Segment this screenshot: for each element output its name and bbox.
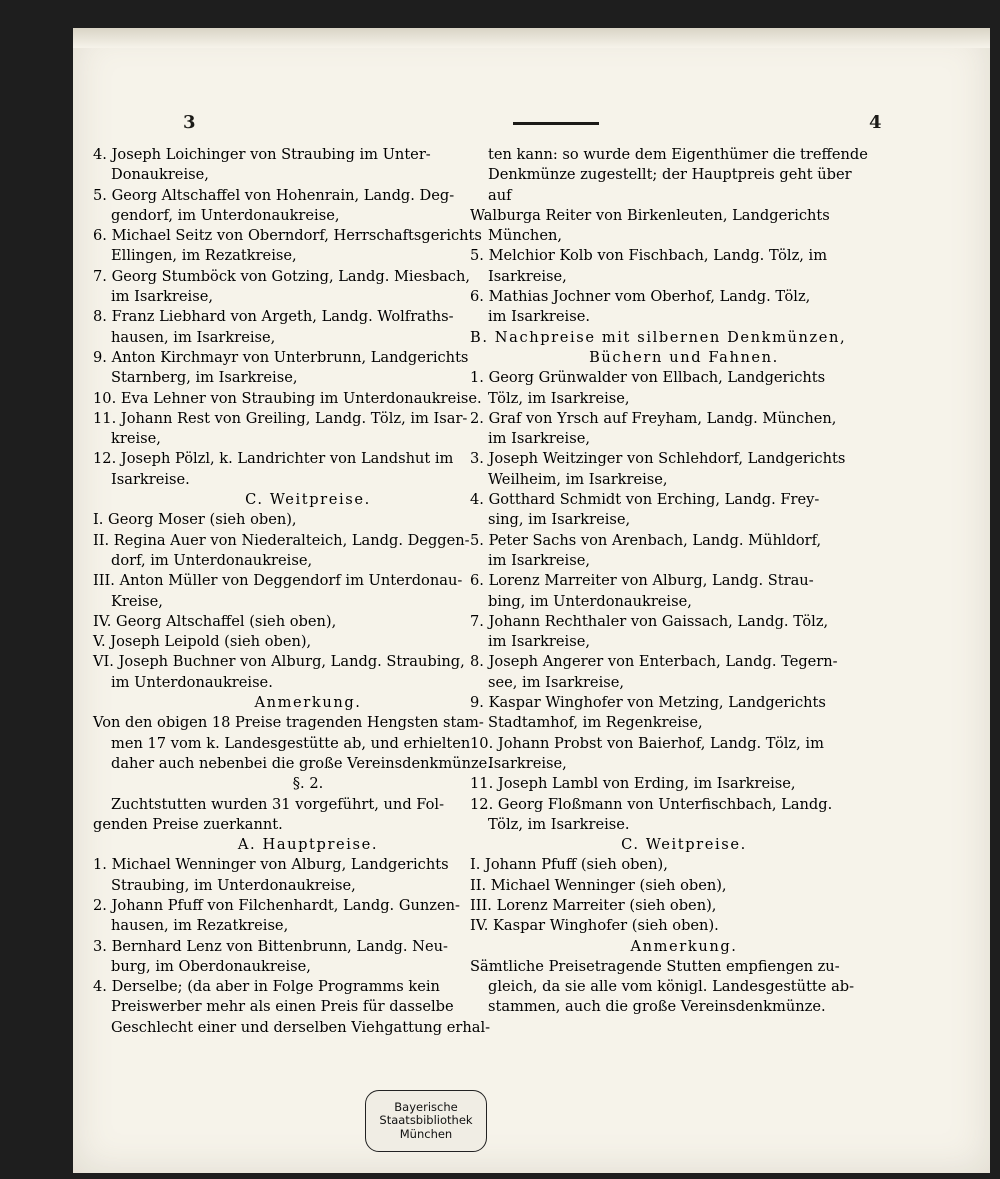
stamp-line-3: München bbox=[399, 1126, 453, 1141]
text-line: 4. Derselbe; (da aber in Folge Programms kein bbox=[93, 978, 440, 996]
text-line: Kreise, bbox=[111, 592, 163, 610]
text-line: IV. Kaspar Winghofer (sieh oben). bbox=[470, 917, 719, 935]
text-line: Tölz, im Isarkreise, bbox=[488, 389, 630, 407]
text-line: Ellingen, im Rezatkreise, bbox=[111, 247, 297, 265]
text-line: 6. Lorenz Marreiter von Alburg, Landg. Strau- bbox=[470, 572, 814, 590]
text-line: Stadtamhof, im Regenkreise, bbox=[488, 714, 703, 732]
text-line: I. Georg Moser (sieh oben), bbox=[93, 511, 297, 529]
text-line: 11. Joseph Lambl von Erding, im Isarkreise, bbox=[470, 775, 796, 793]
text-line: gleich, da sie alle vom königl. Landesgestütte ab- bbox=[488, 978, 855, 996]
text-line: see, im Isarkreise, bbox=[488, 673, 625, 691]
text-line: im Isarkreise, bbox=[488, 430, 590, 448]
text-line: III. Lorenz Marreiter (sieh oben), bbox=[470, 896, 717, 914]
text-line: Geschlecht einer und derselben Viehgattung erhal- bbox=[111, 1018, 491, 1036]
library-stamp bbox=[365, 1090, 487, 1152]
text-line: C. Weitpreise. bbox=[245, 491, 371, 509]
text-line: III. Anton Müller von Deggendorf im Unterdonau- bbox=[93, 572, 463, 590]
text-line: hausen, im Rezatkreise, bbox=[111, 917, 289, 935]
text-line: 10. Eva Lehner von Straubing im Unterdonaukreise. bbox=[93, 389, 482, 407]
text-line: gendorf, im Unterdonaukreise, bbox=[111, 206, 340, 224]
text-line: 8. Joseph Angerer von Enterbach, Landg. Tegern- bbox=[470, 653, 838, 671]
text-line: Anmerkung. bbox=[254, 694, 362, 712]
text-line: 4. Joseph Loichinger von Straubing im Unter- bbox=[93, 146, 431, 163]
text-line: II. Michael Wenninger (sieh oben), bbox=[470, 876, 727, 894]
text-line: stammen, auch die große Vereinsdenkmünze. bbox=[488, 998, 826, 1016]
text-line: Donaukreise, bbox=[111, 166, 209, 184]
text-line: im Isarkreise, bbox=[488, 633, 590, 651]
text-line: Tölz, im Isarkreise. bbox=[488, 815, 630, 833]
text-line: IV. Georg Altschaffel (sieh oben), bbox=[93, 612, 337, 630]
text-line: II. Regina Auer von Niederalteich, Landg. Deggen- bbox=[93, 531, 470, 549]
text-line: im Unterdonaukreise. bbox=[111, 673, 273, 691]
text-line: 8. Franz Liebhard von Argeth, Landg. Wolfraths- bbox=[93, 308, 454, 326]
text-line: C. Weitpreise. bbox=[621, 836, 747, 854]
text-line: 3. Bernhard Lenz von Bittenbrunn, Landg. Neu- bbox=[93, 937, 448, 955]
text-line: B. Nachpreise mit silbernen Denkmünzen, bbox=[470, 328, 847, 346]
text-line: 1. Georg Grünwalder von Ellbach, Landgerichts bbox=[470, 369, 826, 387]
text-line: 4. Gotthard Schmidt von Erching, Landg. Frey- bbox=[470, 491, 820, 509]
text-line: hausen, im Isarkreise, bbox=[111, 328, 276, 346]
text-line: men 17 vom k. Landesgestütte ab, und erhielten bbox=[111, 734, 471, 752]
text-line: VI. Joseph Buchner von Alburg, Landg. Straubing, bbox=[93, 653, 465, 671]
text-line: 6. Mathias Jochner vom Oberhof, Landg. Tölz, bbox=[470, 288, 811, 306]
text-line: I. Johann Pfuff (sieh oben), bbox=[470, 856, 668, 874]
text-line: Preiswerber mehr als einen Preis für dasselbe bbox=[111, 998, 454, 1016]
text-line: dorf, im Unterdonaukreise, bbox=[111, 551, 313, 569]
text-line: kreise, bbox=[111, 430, 161, 448]
right-text-column bbox=[470, 145, 898, 1018]
text-line: burg, im Oberdonaukreise, bbox=[111, 957, 311, 975]
text-line: 2. Graf von Yrsch auf Freyham, Landg. München, bbox=[470, 409, 837, 427]
text-line: 12. Georg Floßmann von Unterfischbach, Landg. bbox=[470, 795, 833, 813]
text-line: genden Preise zuerkannt. bbox=[93, 815, 283, 833]
text-line: bing, im Unterdonaukreise, bbox=[488, 592, 692, 610]
header-rule bbox=[513, 122, 599, 125]
text-line: 10. Johann Probst von Baierhof, Landg. Tölz, im bbox=[470, 734, 824, 752]
text-line: 7. Georg Stumböck von Gotzing, Landg. Miesbach, bbox=[93, 267, 470, 285]
text-line: 2. Johann Pfuff von Filchenhardt, Landg. Gunzen- bbox=[93, 896, 460, 914]
text-line: Straubing, im Unterdonaukreise, bbox=[111, 876, 356, 894]
text-line: Isarkreise, bbox=[488, 267, 567, 285]
text-line: auf bbox=[488, 186, 512, 204]
page-top-edge bbox=[73, 28, 990, 48]
text-line: Anmerkung. bbox=[630, 937, 738, 955]
stamp-line-2: Staatsbibliothek bbox=[379, 1113, 473, 1128]
text-line: daher auch nebenbei die große Vereinsdenkmünze. bbox=[111, 754, 492, 772]
text-line: 6. Michael Seitz von Oberndorf, Herrschaftsgerichts bbox=[93, 227, 482, 245]
text-line: Weilheim, im Isarkreise, bbox=[488, 470, 668, 488]
text-line: Sämtliche Preisetragende Stutten empfiengen zu- bbox=[470, 957, 840, 975]
text-line: 5. Peter Sachs von Arenbach, Landg. Mühldorf, bbox=[470, 531, 822, 549]
text-line: München, bbox=[488, 227, 562, 245]
left-text-column bbox=[93, 145, 523, 1038]
text-line: 12. Joseph Pölzl, k. Landrichter von Landshut im bbox=[93, 450, 454, 468]
text-line: 7. Johann Rechthaler von Gaissach, Landg. Tölz, bbox=[470, 612, 829, 630]
text-line: Isarkreise. bbox=[111, 470, 190, 488]
text-line: V. Joseph Leipold (sieh oben), bbox=[93, 633, 312, 651]
text-line: A. Hauptpreise. bbox=[237, 836, 379, 854]
text-line: sing, im Isarkreise, bbox=[488, 511, 631, 529]
text-line: §. 2. bbox=[292, 775, 324, 793]
text-line: 9. Anton Kirchmayr von Unterbrunn, Landgerichts bbox=[93, 348, 469, 366]
text-line: Von den obigen 18 Preise tragenden Hengsten stam- bbox=[93, 714, 484, 732]
text-line: 5. Melchior Kolb von Fischbach, Landg. Tölz, im bbox=[470, 247, 828, 265]
page-number-left: 3 bbox=[183, 112, 196, 133]
text-line: Büchern und Fahnen. bbox=[589, 348, 779, 366]
text-line: Walburga Reiter von Birkenleuten, Landgerichts bbox=[470, 206, 830, 224]
text-line: Isarkreise, bbox=[488, 754, 567, 772]
text-line: 5. Georg Altschaffel von Hohenrain, Landg. Deg- bbox=[93, 186, 455, 204]
text-line: ten kann: so wurde dem Eigenthümer die treffende bbox=[488, 146, 868, 163]
text-line: im Isarkreise. bbox=[488, 308, 590, 326]
text-line: Starnberg, im Isarkreise, bbox=[111, 369, 298, 387]
text-line: im Isarkreise, bbox=[488, 551, 590, 569]
text-line: Denkmünze zugestellt; der Hauptpreis geht über bbox=[488, 166, 852, 184]
text-line: im Isarkreise, bbox=[111, 288, 213, 306]
text-line: 3. Joseph Weitzinger von Schlehdorf, Landgerichts bbox=[470, 450, 846, 468]
text-line: Zuchtstutten wurden 31 vorgeführt, und Fol- bbox=[111, 795, 445, 813]
stamp-line-1: Bayerische bbox=[394, 1099, 458, 1114]
text-line: 1. Michael Wenninger von Alburg, Landgerichts bbox=[93, 856, 449, 874]
page-number-right: 4 bbox=[869, 112, 882, 133]
text-line: 11. Johann Rest von Greiling, Landg. Tölz, im Isar- bbox=[93, 409, 468, 427]
text-line: 9. Kaspar Winghofer von Metzing, Landgerichts bbox=[470, 694, 826, 712]
